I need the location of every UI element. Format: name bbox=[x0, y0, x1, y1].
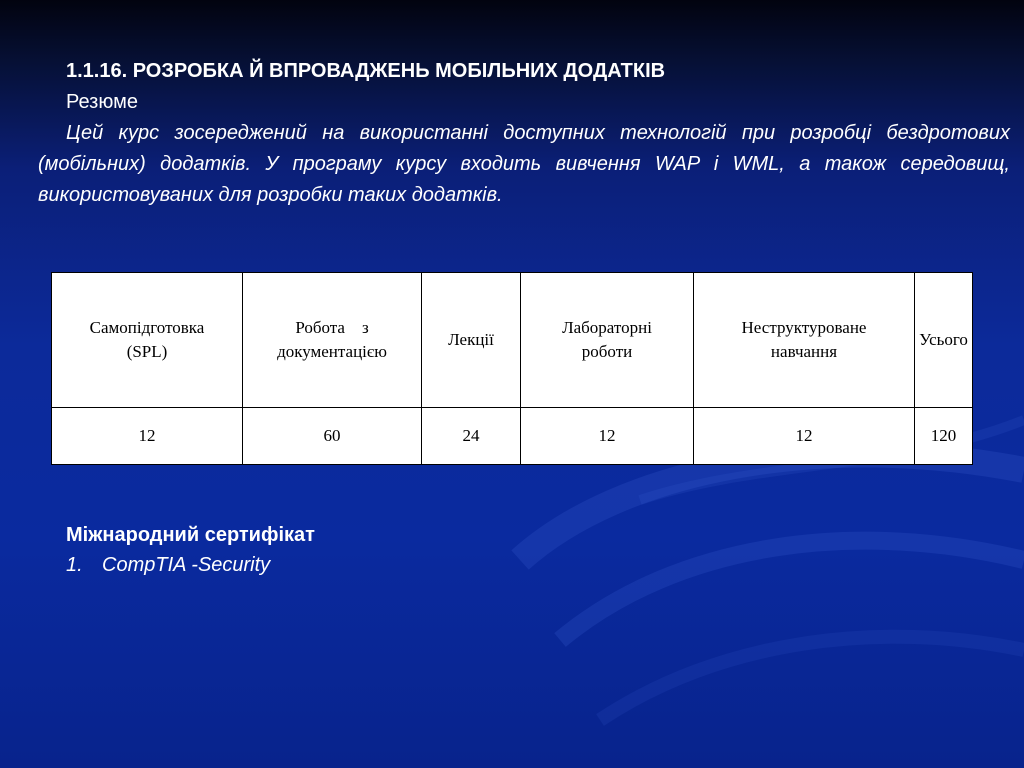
table-row bbox=[52, 407, 973, 464]
hours-table bbox=[51, 272, 973, 465]
value-cell-unstructured-learning: 12 bbox=[694, 407, 915, 464]
certificate-section bbox=[66, 520, 315, 580]
summary-section bbox=[38, 56, 1010, 211]
value-cell-lectures: 24 bbox=[422, 407, 521, 464]
list-item-number: 1. bbox=[66, 554, 83, 576]
header-cell-self-study: Самопідготовка (SPL) bbox=[52, 273, 243, 408]
value-cell-lab-work: 12 bbox=[521, 407, 694, 464]
header-cell-total: Усього bbox=[915, 273, 973, 408]
list-item-text: CompTIA -Security bbox=[102, 554, 271, 576]
slide-title: 1.1.16. РОЗРОБКА Й ВПРОВАДЖЕНЬ МОБІЛЬНИХ ДОДАТКІВ bbox=[66, 60, 666, 82]
course-summary: Цей курс зосереджений на використанні доступних технологій при розробці бездротових (мобільних) додатків. У програму курсу входить вивчення WAP і WML, а також середовищ, використовуваних для розробки таких додатків. bbox=[38, 122, 1010, 206]
value-cell-documentation-work: 60 bbox=[243, 407, 422, 464]
header-cell-documentation-work: Робота з документацією bbox=[243, 273, 422, 408]
header-cell-lectures: Лекції bbox=[422, 273, 521, 408]
certificate-title: Міжнародний сертифікат bbox=[66, 524, 315, 546]
slide-subtitle: Резюме bbox=[66, 91, 138, 113]
value-cell-total: 120 bbox=[915, 407, 973, 464]
header-cell-lab-work: Лабораторні роботи bbox=[521, 273, 694, 408]
value-cell-self-study: 12 bbox=[52, 407, 243, 464]
header-cell-unstructured-learning: Неструктуроване навчання bbox=[694, 273, 915, 408]
table-header-row bbox=[52, 273, 973, 408]
list-item bbox=[66, 550, 315, 580]
